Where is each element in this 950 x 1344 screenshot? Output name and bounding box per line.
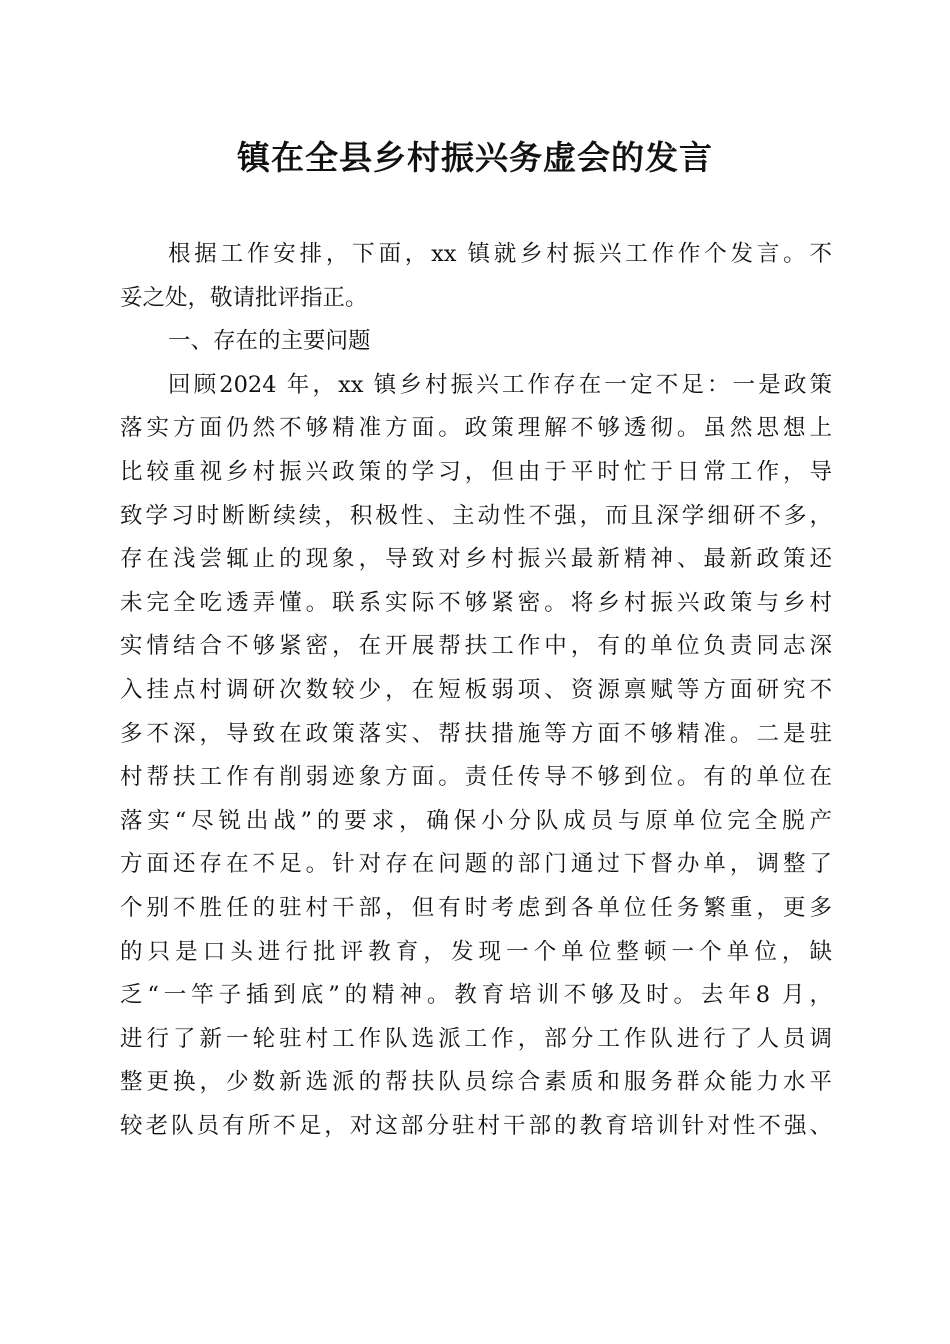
section-heading [120, 320, 832, 364]
text-line: 较老队员有所不足，对这部分驻村干部的教育培训针对性不强、 [120, 1112, 832, 1139]
text-line: 未完全吃透弄懂。联系实际不够紧密。将乡村振兴政策与乡村 [120, 589, 832, 616]
text-line: 方面还存在不足。针对存在问题的部门通过下督办单，调整了 [120, 851, 832, 878]
text-line: 乏“一竿子插到底”的精神。教育培训不够及时。去年8 月， [120, 982, 832, 1009]
text-line: 落实“尽锐出战”的要求，确保小分队成员与原单位完全脱产 [120, 807, 832, 834]
text-line: 个别不胜任的驻村干部，但有时考虑到各单位任务繁重，更多 [120, 894, 832, 921]
text-line: 的只是口头进行批评教育，发现一个单位整顿一个单位，缺 [120, 938, 832, 965]
text-line: 整更换，少数新选派的帮扶队员综合素质和服务群众能力水平 [120, 1069, 832, 1096]
paragraph [120, 364, 832, 1149]
text-line: 多不深，导致在政策落实、帮扶措施等方面不够精准。二是驻 [120, 720, 832, 747]
text-line: 落实方面仍然不够精准方面。政策理解不够透彻。虽然思想上 [120, 415, 832, 442]
text-line: 村帮扶工作有削弱迹象方面。责任传导不够到位。有的单位在 [120, 764, 832, 791]
text-line: 根据工作安排，下面，xx 镇就乡村振兴工作作个发言。不 [168, 241, 832, 267]
document-body [120, 233, 832, 1148]
text-line: 存在浅尝辄止的现象，导致对乡村振兴最新精神、最新政策还 [120, 546, 832, 573]
text-line: 入挂点村调研次数较少，在短板弱项、资源禀赋等方面研究不 [120, 676, 832, 703]
text-line: 实情结合不够紧密，在开展帮扶工作中，有的单位负责同志深 [120, 633, 832, 660]
text-line: 进行了新一轮驻村工作队选派工作，部分工作队进行了人员调 [120, 1025, 832, 1052]
text-line: 比较重视乡村振兴政策的学习，但由于平时忙于日常工作，导 [120, 458, 832, 485]
text-line: 回顾2024 年，xx 镇乡村振兴工作存在一定不足：一是政策 [168, 371, 832, 398]
text-line: 妥之处，敬请批评指正。 [120, 284, 368, 311]
heading-text: 一、存在的主要问题 [168, 328, 371, 355]
document-title: 镇在全县乡村振兴务虚会的发言 [237, 138, 713, 177]
paragraph [120, 233, 832, 320]
text-line: 致学习时断断续续，积极性、主动性不强，而且深学细研不多， [120, 502, 832, 529]
